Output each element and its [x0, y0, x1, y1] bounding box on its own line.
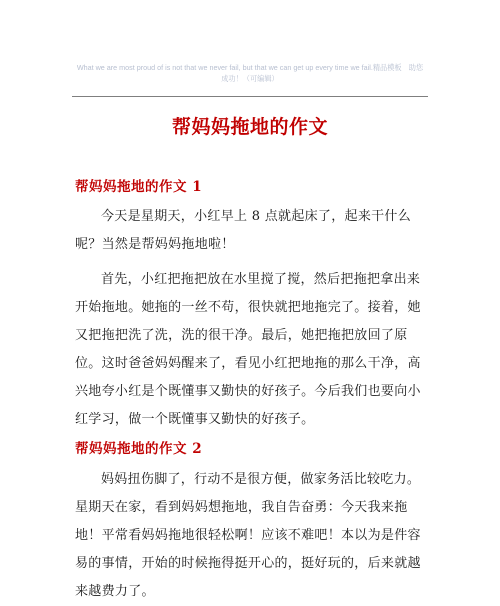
section-heading-1: 帮妈妈拖地的作文 1	[75, 179, 203, 195]
section-heading-2: 帮妈妈拖地的作文 2	[75, 441, 203, 457]
paragraph-1-2: 首先，小红把拖把放在水里搅了搅，然后把拖把拿出来开始拖地。她拖的一丝不苟，很快就把地拖完了。接着，她又把拖把洗了洗，洗的很干净。最后，她把拖把放回了原位。这时爸爸妈妈醒来了，看见小红把地拖的那么干净，高兴地夸小红是个既懂事又勤快的好孩子。今后我们也要向小红学习，做一个既懂事又勤快的好孩子。	[75, 272, 421, 427]
header-note-chinese-2: 成功！（可编辑）	[221, 74, 279, 83]
header-note-chinese-1: 精品模板 助您	[372, 63, 424, 72]
document-title: 帮妈妈拖地的作文	[171, 116, 328, 138]
paragraph-1-1: 今天是星期天，小红早上 8 点就起床了，起来干什么呢？当然是帮妈妈拖地啦！	[75, 209, 412, 252]
header-note-english: What we are most proud of is not that we never fail, but that we can get up every time we fail.	[76, 63, 373, 72]
header-note	[72, 62, 428, 84]
header-divider	[72, 96, 428, 97]
paragraph-2-1: 妈妈扭伤脚了，行动不是很方便，做家务活比较吃力。星期天在家，看到妈妈想拖地，我自告奋勇：今天我来拖地！平常看妈妈拖地很轻松啊！应该不难吧！本以为是件容易的事情，开始的时候拖得挺开心的，挺好玩的，后来就越来越费力了。	[75, 472, 421, 599]
